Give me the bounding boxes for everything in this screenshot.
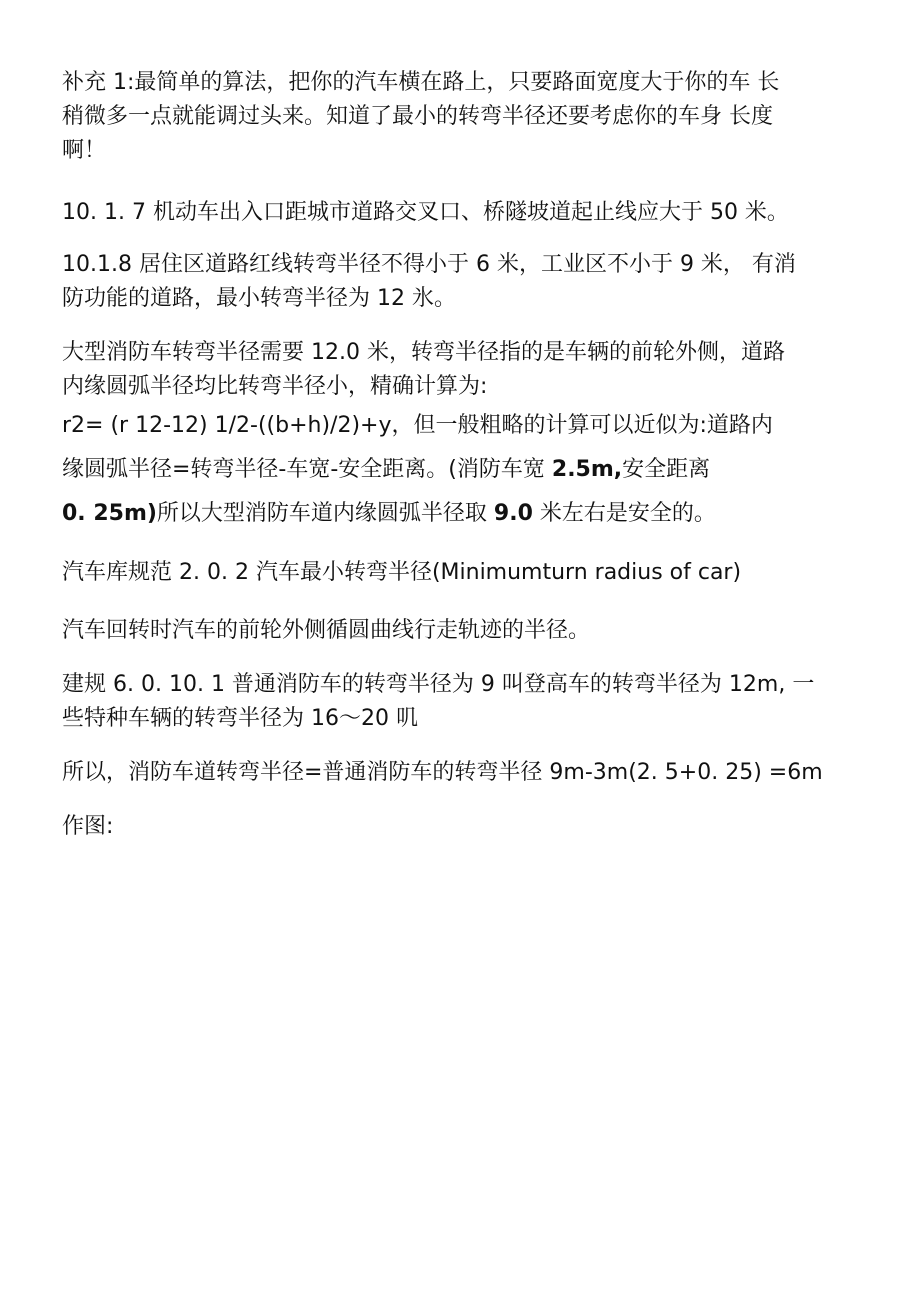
text-segment: 缘圆弧半径=转弯半径-车宽-安全距离。(消防车宽 xyxy=(62,457,552,482)
text-line: 补充 1:最简单的算法，把你的汽车横在路上，只要路面宽度大于你的车 长 xyxy=(62,70,780,95)
text-line: 大型消防车转弯半径需要 12.0 米，转弯半径指的是车辆的前轮外侧，道路 xyxy=(62,340,785,365)
text-segment: 所以大型消防车道内缘圆弧半径取 xyxy=(156,501,494,526)
formula-line: r2= (r 12-12) 1/2-((b+h)/2)+y，但一般粗略的计算可以近似为:道路内 xyxy=(62,413,773,438)
paragraph-supplement xyxy=(62,66,862,168)
paragraph-formula xyxy=(62,404,862,536)
document-page xyxy=(62,66,862,844)
paragraph-definition xyxy=(62,614,862,648)
text-line: 内缘圆弧半径均比转弯半径小，精确计算为: xyxy=(62,374,488,399)
text-line: 稍微多一点就能调过头来。知道了最小的转弯半径还要考虑你的车身 长度 xyxy=(62,104,773,129)
paragraph-garage-code xyxy=(62,556,862,590)
text-line: 汽车回转时汽车的前轮外侧循圆曲线行走轨迹的半径。 xyxy=(62,618,591,643)
paragraph-conclusion xyxy=(62,756,862,790)
text-line: 建规 6. 0. 10. 1 普通消防车的转弯半径为 9 叫登高车的转弯半径为 12m, 一 xyxy=(62,672,815,697)
paragraph-building-code xyxy=(62,668,862,736)
radius-value: 9.0 xyxy=(493,501,533,526)
paragraph-large-fire-truck xyxy=(62,336,862,404)
text-line: 10. 1. 7 机动车出入口距城市道路交叉口、桥隧坡道起止线应大于 50 米。 xyxy=(62,200,789,225)
text-segment: 安全距离 xyxy=(622,457,711,482)
paragraph-drawing xyxy=(62,810,862,844)
text-line: 作图: xyxy=(62,814,114,839)
paragraph-10-1-7 xyxy=(62,196,862,230)
text-line: 所以，消防车道转弯半径=普通消防车的转弯半径 9m-3m(2. 5+0. 25) =6m xyxy=(62,760,823,785)
text-line: 汽车库规范 2. 0. 2 汽车最小转弯半径(Minimumturn radius of car) xyxy=(62,560,742,585)
text-line xyxy=(62,492,862,536)
text-line: 10.1.8 居住区道路红线转弯半径不得小于 6 米，工业区不小于 9 米， 有消 xyxy=(62,252,796,277)
text-segment: 米左右是安全的。 xyxy=(532,501,716,526)
text-line: 防功能的道路，最小转弯半径为 12 氷。 xyxy=(62,286,456,311)
truck-width-value: 2.5m, xyxy=(551,457,623,482)
text-line: 啊！ xyxy=(62,138,107,163)
safety-distance-value: 0. 25m) xyxy=(62,501,157,526)
paragraph-10-1-8 xyxy=(62,248,862,316)
text-line xyxy=(62,448,862,492)
text-line: 些特种车辆的转弯半径为 16〜20 叽 xyxy=(62,706,418,731)
